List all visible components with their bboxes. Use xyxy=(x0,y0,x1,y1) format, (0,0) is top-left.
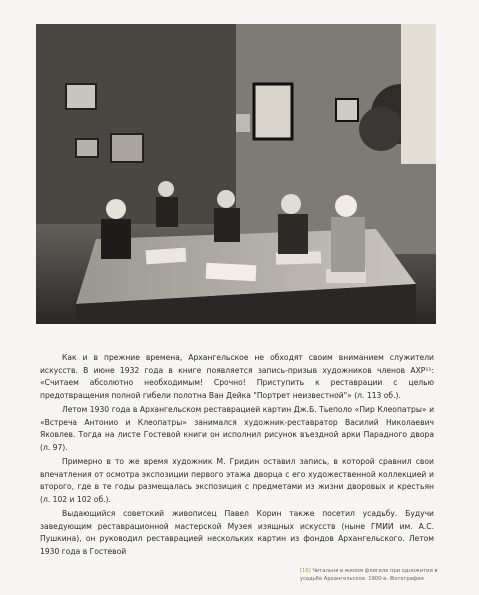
caption-number: [16] xyxy=(300,568,311,574)
paragraph: Выдающийся советский живописец Павел Корин также посетил усадьбу. Будучи заведующим реставрационной мастерской Музея изящных искусств (ныне ГМИИ им. А.С. Пушкина), он руководил реставрацией нескольких картин из фондов Архангельского. Летом 1930 года в Гостевой xyxy=(40,509,434,556)
paragraph: Как и в прежние времена, Архангельское не обходят своим вниманием служители искусств. В июне 1932 года в книге появляется запись-призыв художников членов АХР¹¹: «Считаем абсолютно необходимым! Срочно! Приступить к реставрации с целью предотвращения полной гибели полотна Ван Дейка "Портрет неизвестной"» (л. 113 об.). xyxy=(40,353,434,400)
body-text xyxy=(40,352,434,560)
paragraph: Примерно в то же время художник М. Гридин оставил запись, в которой сравнил свои впечатления от осмотра экспозиции первого этажа дворца с его художественной коллекцией и второго, где в те годы размещалась экспозиция с предметами из жизни дворовых и крестьян (л. 102 и 102 об.). xyxy=(40,457,434,504)
photo-caption xyxy=(300,568,440,583)
paragraph: Летом 1930 года в Архангельском реставрацией картин Дж.Б. Тьеполо «Пир Клеопатры» и «Встреча Антонио и Клеопатры» занимался художник-реставратор Василий Николаевич Яковлев. Тогда на листе Гостевой книги он исполнил рисунок въездной арки Парадного двора (л. 97). xyxy=(40,405,434,452)
archival-photo xyxy=(36,24,436,324)
reading-room-photo xyxy=(36,24,436,324)
caption-text: Читальня в жилом флигеле при одножитии в усадьбе Архангельское. 1900-е. Фотография xyxy=(300,568,438,582)
